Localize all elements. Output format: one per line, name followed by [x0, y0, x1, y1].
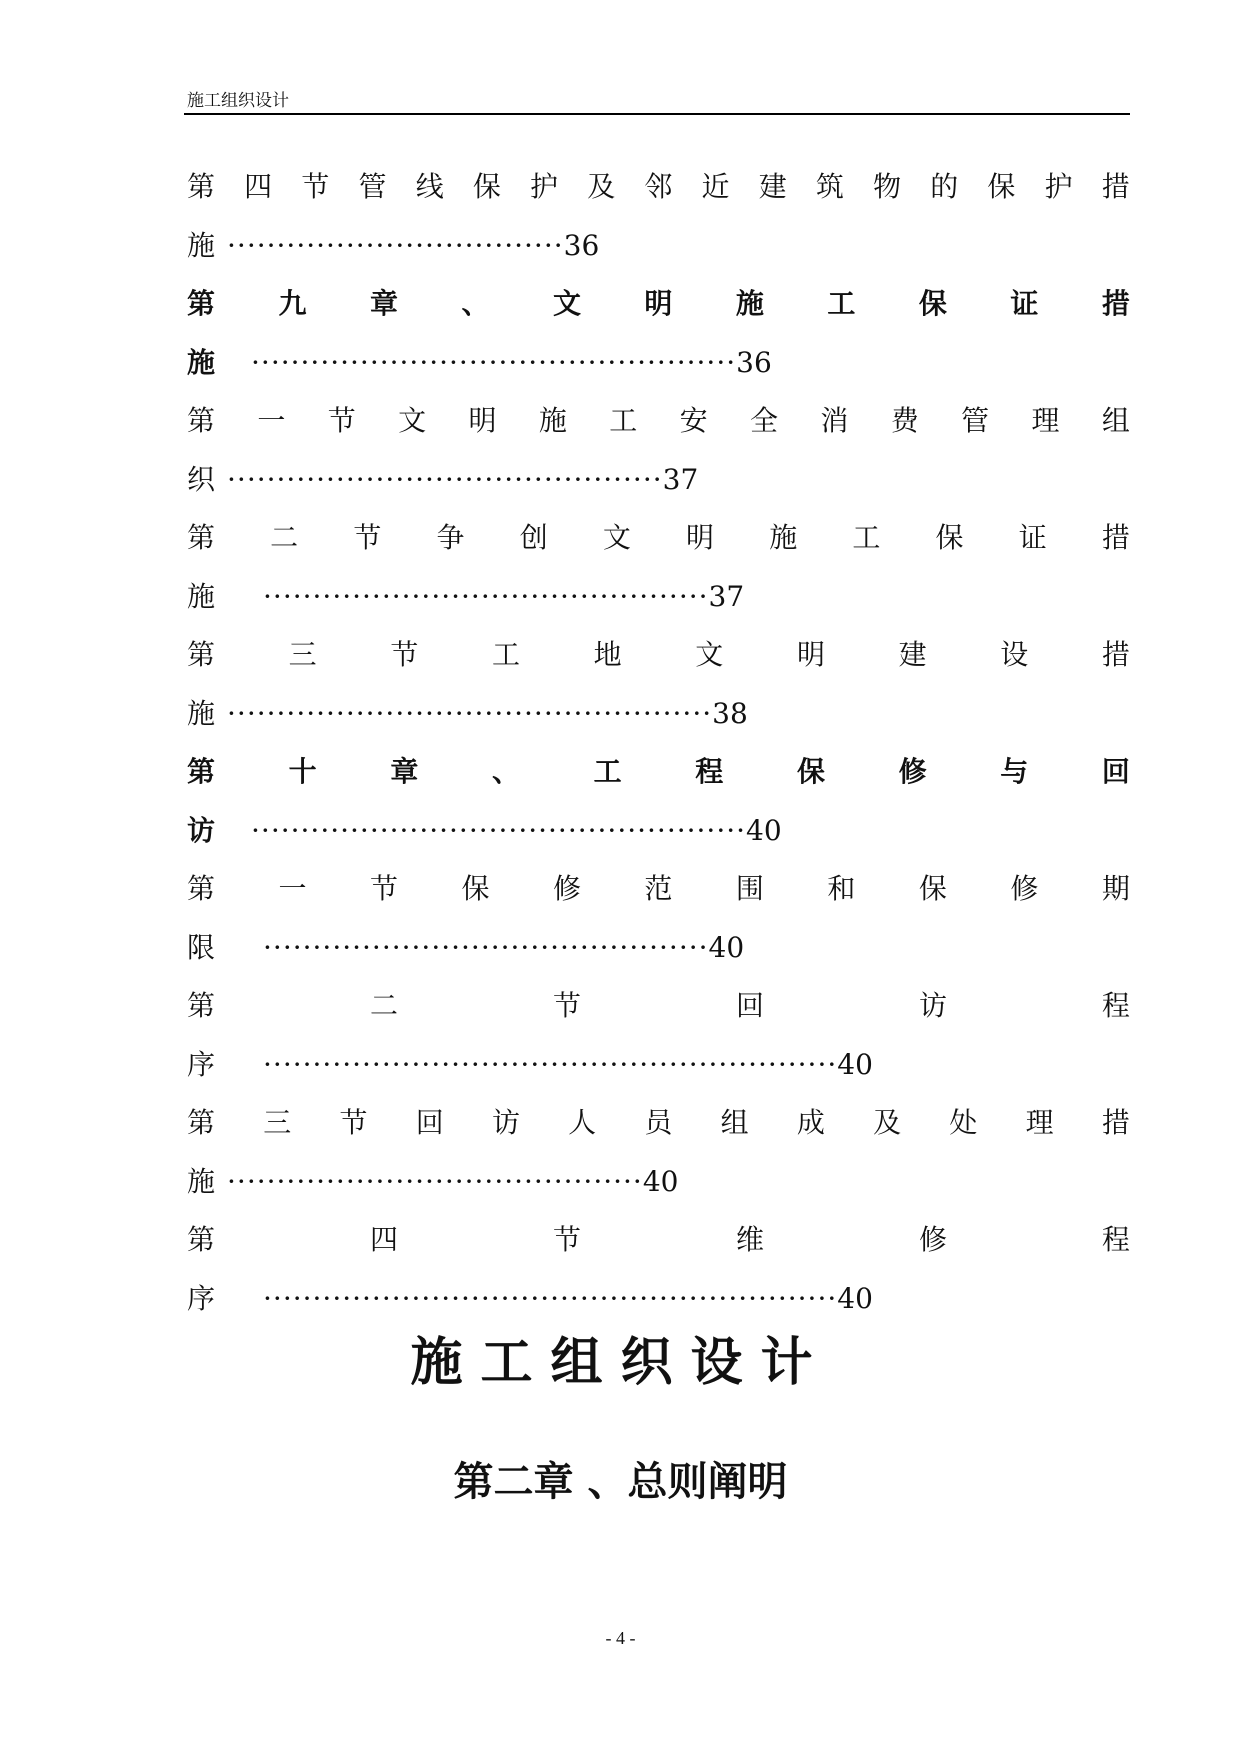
toc-page-number: 38: [712, 696, 748, 730]
toc-leader-dots: ·················································: [227, 696, 713, 730]
toc-continuation-char: 序: [187, 1047, 216, 1081]
document-title: 施工组织设计: [410, 1332, 831, 1393]
toc-entry-continuation[interactable]: [187, 334, 1130, 393]
toc-leader-dots: ·············································: [263, 579, 709, 613]
toc-entry-label[interactable]: 第 四 节 管 线 保 护 及 邻 近 建 筑 物 的 保 护 措: [187, 170, 1130, 203]
toc-entry-continuation[interactable]: [187, 685, 1130, 744]
toc-continuation-char: 访: [187, 813, 216, 847]
toc-leader-dots: ············································: [227, 462, 663, 496]
toc-leader-dots: ·················································: [251, 345, 737, 379]
toc-leader-dots: ··························································: [263, 1281, 838, 1315]
toc-continuation-char: 织: [187, 462, 216, 496]
toc-continuation-char: 序: [187, 1281, 216, 1315]
toc-page-number: 36: [736, 345, 772, 379]
toc-entry-label[interactable]: 第 一 节 文 明 施 工 安 全 消 费 管 理 组: [187, 404, 1130, 437]
toc-entry-continuation[interactable]: [187, 1036, 1130, 1095]
toc-entry-label[interactable]: 第 二 节 回 访 程: [187, 989, 1130, 1022]
toc-page-number: 40: [837, 1281, 873, 1315]
toc-leader-dots: ··························································: [263, 1047, 838, 1081]
toc-entry-continuation[interactable]: [187, 1153, 1130, 1212]
toc-continuation-char: 施: [187, 579, 216, 613]
table-of-contents: [187, 158, 1130, 1328]
toc-leader-dots: ··················································: [251, 813, 747, 847]
toc-page-number: 40: [642, 1164, 679, 1198]
toc-leader-dots: ··········································: [227, 1164, 643, 1198]
toc-continuation-char: 施: [187, 1164, 216, 1198]
toc-continuation-char: 施: [187, 696, 216, 730]
toc-leader-dots: ·············································: [263, 930, 709, 964]
header-divider: [184, 113, 1130, 115]
running-header: 施工组织设计: [187, 91, 289, 111]
toc-entry-label[interactable]: 第 二 节 争 创 文 明 施 工 保 证 措: [187, 521, 1130, 554]
toc-leader-dots: ··································: [227, 228, 564, 262]
toc-entry-label[interactable]: 第 四 节 维 修 程: [187, 1223, 1130, 1256]
toc-continuation-char: 施: [187, 345, 216, 379]
toc-entry-label[interactable]: 第 一 节 保 修 范 围 和 保 修 期: [187, 872, 1130, 905]
toc-continuation-char: 施: [187, 228, 216, 262]
toc-entry-label[interactable]: 第 九 章 、 文 明 施 工 保 证 措: [187, 287, 1130, 320]
toc-page-number: 40: [837, 1047, 873, 1081]
toc-entry-label[interactable]: 第 三 节 回 访 人 员 组 成 及 处 理 措: [187, 1106, 1130, 1139]
toc-continuation-char: 限: [187, 930, 216, 964]
toc-entry-continuation[interactable]: [187, 568, 1130, 627]
toc-entry-label[interactable]: 第 三 节 工 地 文 明 建 设 措: [187, 638, 1130, 671]
toc-entry-label[interactable]: 第 十 章 、 工 程 保 修 与 回: [187, 755, 1130, 788]
toc-entry-continuation[interactable]: [187, 802, 1130, 861]
page-number: - 4 -: [605, 1628, 636, 1648]
toc-page-number: 37: [662, 462, 699, 496]
chapter-heading: 第二章 、总则阐明: [453, 1458, 788, 1505]
toc-page-number: 40: [708, 930, 745, 964]
toc-page-number: 36: [563, 228, 600, 262]
toc-entry-continuation[interactable]: [187, 451, 1130, 510]
toc-page-number: 40: [746, 813, 782, 847]
toc-entry-continuation[interactable]: [187, 919, 1130, 978]
toc-entry-continuation[interactable]: [187, 217, 1130, 276]
toc-page-number: 37: [708, 579, 745, 613]
